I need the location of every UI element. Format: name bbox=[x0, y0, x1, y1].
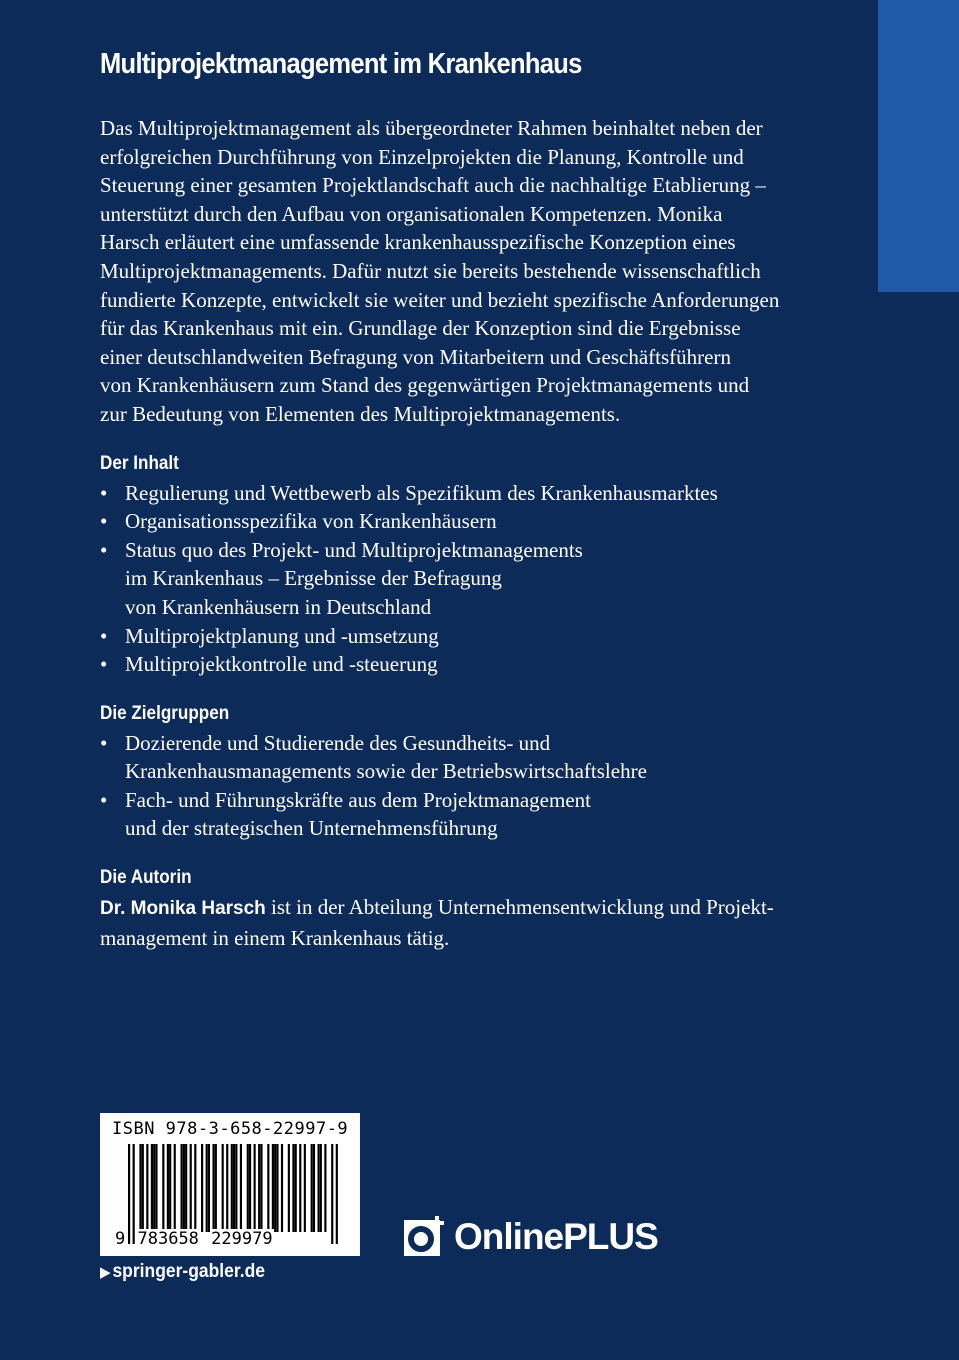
barcode-bar bbox=[208, 1144, 210, 1232]
list-item-text: Organisationsspezifika von Krankenhäusern bbox=[125, 509, 497, 534]
barcode-bar bbox=[226, 1144, 228, 1232]
barcode-digit-first: 9 bbox=[115, 1229, 126, 1249]
book-title: Multiprojektmanagement im Krankenhaus bbox=[100, 48, 582, 80]
barcode-bar bbox=[235, 1144, 237, 1232]
author-bio-line: management in einem Krankenhaus tätig. bbox=[100, 925, 450, 950]
bullet: • bbox=[100, 537, 108, 562]
intro-line: Das Multiprojektmanagement als übergeordneter Rahmen beinhaltet neben der bbox=[100, 116, 763, 140]
barcode-bar bbox=[267, 1144, 269, 1232]
list-item-text: von Krankenhäusern in Deutschland bbox=[125, 594, 432, 619]
barcode-bar bbox=[174, 1144, 176, 1232]
arrow-right-icon: ▶ bbox=[100, 1264, 111, 1281]
barcode-bar bbox=[288, 1144, 290, 1232]
list-item-text: Fach- und Führungskräfte aus dem Projektmanagement bbox=[125, 787, 591, 812]
intro-line: Multiprojektmanagements. Dafür nutzt sie bereits bestehende wissenschaftlich bbox=[100, 258, 761, 283]
barcode-digits bbox=[114, 1229, 274, 1249]
author-name: Dr. Monika Harsch bbox=[100, 898, 266, 920]
barcode-bar bbox=[155, 1144, 157, 1232]
barcode-bar bbox=[151, 1144, 153, 1232]
bullet: • bbox=[100, 787, 108, 812]
list-item-text: Regulierung und Wettbewerb als Spezifikum des Krankenhausmarktes bbox=[125, 480, 718, 505]
barcode-bar bbox=[247, 1144, 249, 1232]
list-item-text: Multiprojektplanung und -umsetzung bbox=[125, 623, 439, 648]
barcode-bar bbox=[276, 1144, 278, 1232]
list-item-text: Status quo des Projekt- und Multiprojektmanagements bbox=[125, 537, 583, 562]
barcode-bar bbox=[139, 1144, 141, 1232]
barcode-bar bbox=[324, 1144, 326, 1232]
bullet: • bbox=[100, 509, 108, 534]
barcode-bar bbox=[231, 1144, 233, 1232]
bullet: • bbox=[100, 730, 108, 755]
barcode-bar bbox=[167, 1144, 169, 1232]
list-item-text: Krankenhausmanagements sowie der Betriebswirtschaftslehre bbox=[125, 759, 647, 784]
barcode-bar bbox=[260, 1144, 262, 1232]
barcode-bar bbox=[336, 1144, 338, 1244]
barcode-bar bbox=[299, 1144, 301, 1232]
website-link[interactable] bbox=[100, 1261, 265, 1283]
list-item bbox=[100, 507, 820, 536]
website-text: springer-gabler.de bbox=[112, 1261, 265, 1282]
list-item bbox=[100, 622, 820, 651]
barcode-bar bbox=[258, 1144, 260, 1232]
bullet: • bbox=[100, 623, 108, 648]
list-item bbox=[100, 650, 820, 679]
list-item bbox=[100, 729, 820, 786]
bullet: • bbox=[100, 480, 108, 505]
barcode-bar bbox=[281, 1144, 283, 1232]
author-bio-line bbox=[100, 893, 820, 924]
barcode-bar bbox=[153, 1144, 155, 1232]
onlineplus-badge bbox=[404, 1216, 658, 1258]
barcode-bar bbox=[190, 1144, 192, 1232]
barcode-bar bbox=[272, 1144, 274, 1232]
intro-paragraph bbox=[100, 114, 820, 429]
barcode-bar bbox=[292, 1144, 294, 1232]
intro-line: einer deutschlandweiten Befragung von Mitarbeitern und Geschäftsführern bbox=[100, 344, 731, 369]
barcode-digit-group-2: 229979 bbox=[211, 1229, 273, 1249]
intro-line: unterstützt durch den Aufbau von organisationalen Kompetenzen. Monika bbox=[100, 201, 723, 226]
barcode-bar bbox=[249, 1144, 251, 1232]
barcode-bar bbox=[304, 1144, 306, 1232]
list-item-text: Dozierende und Studierende des Gesundheits- und bbox=[125, 730, 551, 755]
list-item-text: und der strategischen Unternehmensführung bbox=[125, 816, 498, 841]
isbn-label: ISBN 978-3-658-22997-9 bbox=[112, 1119, 349, 1139]
isbn-barcode bbox=[100, 1113, 360, 1256]
list-item bbox=[100, 786, 820, 843]
barcode-bar bbox=[206, 1144, 208, 1232]
barcode-bar bbox=[194, 1144, 196, 1232]
intro-line: erfolgreichen Durchführung von Einzelprojekten die Planung, Kontrolle und bbox=[100, 144, 744, 169]
intro-line: zur Bedeutung von Elementen des Multiprojektmanagements. bbox=[100, 401, 621, 426]
zielgruppen-list bbox=[100, 729, 820, 843]
barcode-bar bbox=[146, 1144, 148, 1232]
barcode-bar bbox=[240, 1144, 242, 1232]
intro-line: für das Krankenhaus mit ein. Grundlage der Konzeption sind die Ergebnisse bbox=[100, 316, 741, 341]
author-bio-text: ist in der Abteilung Unternehmensentwicklung und Projekt- bbox=[265, 895, 774, 920]
back-cover-content bbox=[100, 44, 820, 952]
barcode-bar bbox=[274, 1144, 276, 1232]
barcode-bar bbox=[222, 1144, 224, 1232]
barcode-bar bbox=[320, 1144, 322, 1232]
barcode-bar bbox=[317, 1144, 319, 1232]
barcode-bar bbox=[254, 1144, 256, 1232]
zielgruppen-heading: Die Zielgruppen bbox=[100, 702, 230, 724]
intro-line: von Krankenhäusern zum Stand des gegenwärtigen Projektmanagements und bbox=[100, 373, 750, 398]
barcode-bar bbox=[181, 1144, 183, 1232]
barcode-bar bbox=[295, 1144, 297, 1232]
barcode-bar bbox=[185, 1144, 187, 1232]
barcode-bar bbox=[169, 1144, 171, 1232]
barcode-bar bbox=[212, 1144, 214, 1232]
list-item-text: Multiprojektkontrolle und -steuerung bbox=[125, 652, 438, 677]
list-item-text: im Krankenhaus – Ergebnisse der Befragung bbox=[125, 566, 502, 591]
barcode-bar bbox=[313, 1144, 315, 1232]
onlineplus-logo-icon bbox=[404, 1216, 446, 1258]
author-bio bbox=[100, 893, 820, 952]
accent-bar bbox=[878, 0, 959, 292]
barcode-digit-group-1: 783658 bbox=[137, 1229, 199, 1249]
intro-line: Harsch erläutert eine umfassende krankenhausspezifische Konzeption eines bbox=[100, 230, 736, 255]
inhalt-list bbox=[100, 479, 820, 679]
barcode-bar bbox=[162, 1144, 164, 1232]
intro-line: Steuerung einer gesamten Projektlandschaft auch die nachhaltige Etablierung – bbox=[100, 173, 766, 198]
bullet: • bbox=[100, 652, 108, 677]
list-item bbox=[100, 479, 820, 508]
barcode-bar bbox=[142, 1144, 144, 1232]
barcode-bar bbox=[201, 1144, 203, 1232]
barcode-bar bbox=[331, 1144, 333, 1244]
inhalt-heading: Der Inhalt bbox=[100, 452, 179, 474]
onlineplus-text: OnlinePLUS bbox=[454, 1216, 658, 1257]
intro-line: fundierte Konzepte, entwickelt sie weiter und bezieht spezifische Anforderungen bbox=[100, 287, 780, 312]
autorin-heading: Die Autorin bbox=[100, 867, 192, 889]
barcode-bar bbox=[311, 1144, 313, 1232]
barcode-bar bbox=[183, 1144, 185, 1232]
list-item bbox=[100, 536, 820, 622]
barcode-bar bbox=[215, 1144, 217, 1232]
